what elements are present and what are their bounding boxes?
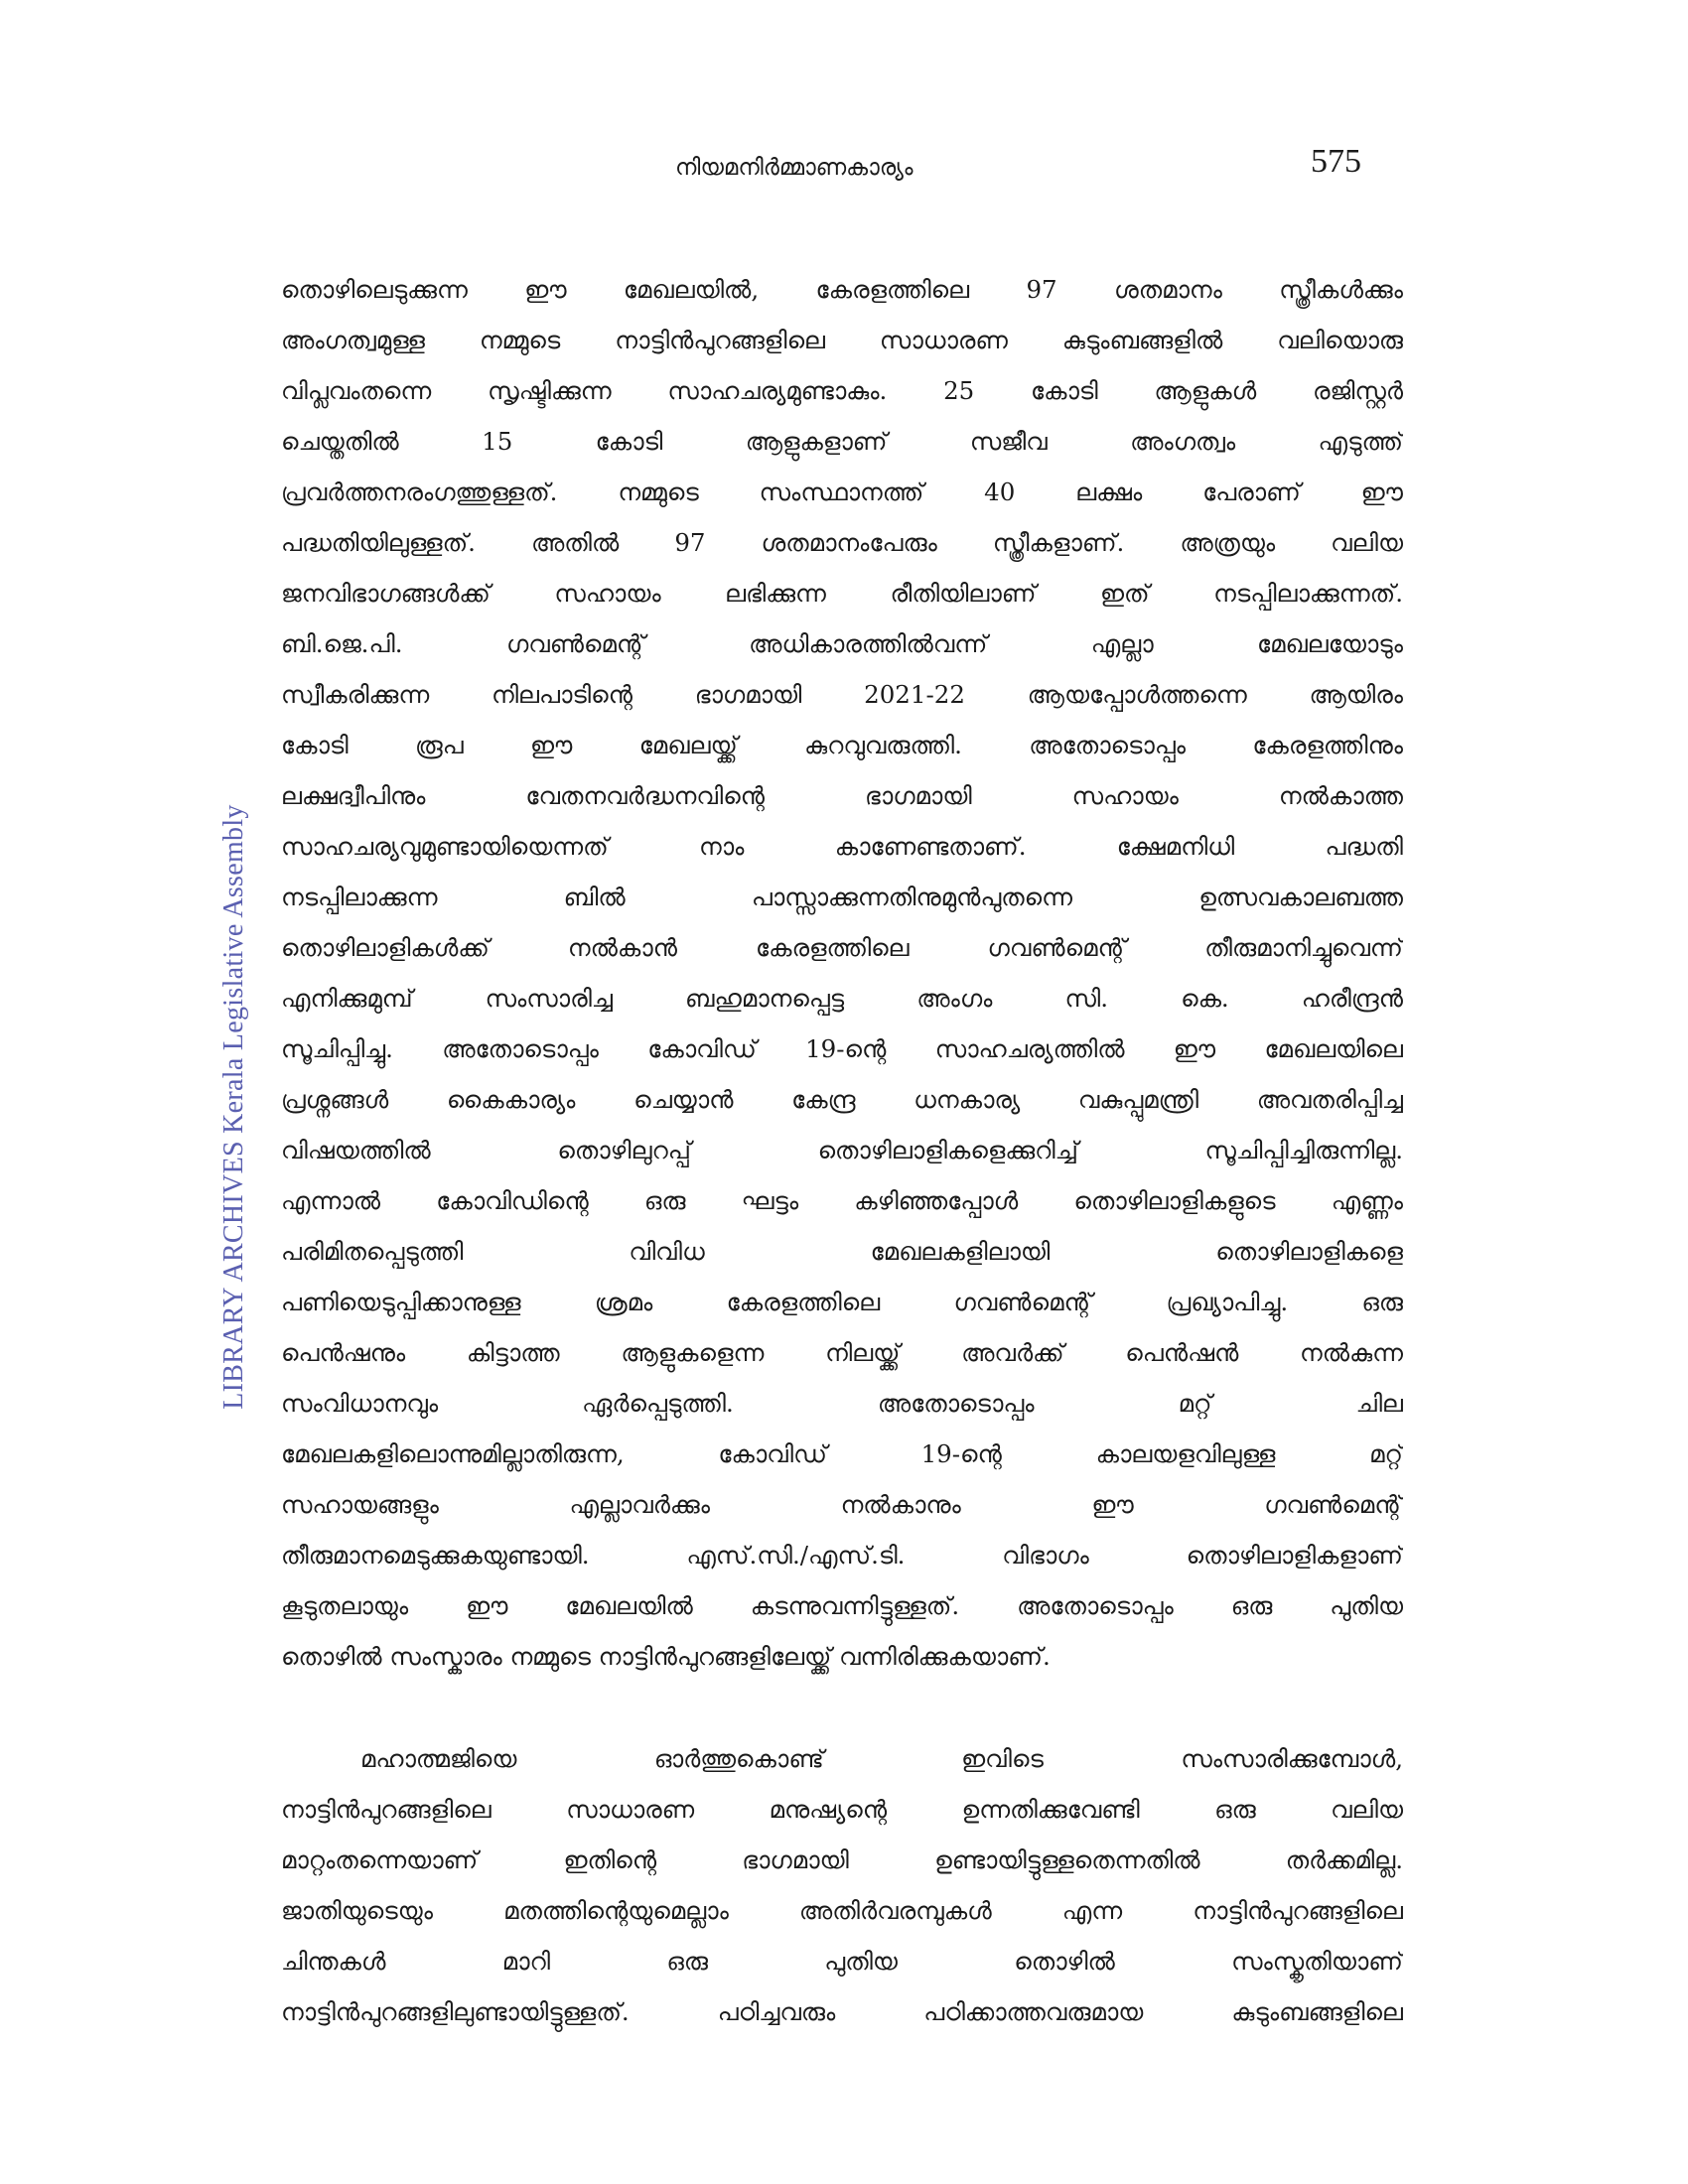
text-line: വിപ്ലവംതന്നെ സൃഷ്ടിക്കുന്ന സാഹചര്യമുണ്ടാകും. 25 കോടി ആളുകൾ രജിസ്റ്റർ bbox=[281, 376, 1403, 405]
text-line: ബി.ജെ.പി. ഗവൺമെന്റ് അധികാരത്തിൽവന്ന് എല്ലാ മേഖലയോടും bbox=[281, 629, 1403, 658]
text-line: പരിമിതപ്പെടുത്തി വിവിധ മേഖലകളിലായി തൊഴിലാളികളെ bbox=[281, 1237, 1403, 1266]
text-line: അംഗത്വമുള്ള നമ്മുടെ നാട്ടിൻപുറങ്ങളിലെ സാധാരണ കുടുംബങ്ങളിൽ വലിയൊരു bbox=[281, 326, 1403, 354]
running-header-title: നിയമനിർമ്മാണകാര്യം bbox=[675, 155, 914, 181]
text-line: ജനവിഭാഗങ്ങൾക്ക് സഹായം ലഭിക്കുന്ന രീതിയിലാണ് ഇത് നടപ്പിലാക്കുന്നത്. bbox=[281, 579, 1403, 608]
text-line: സഹായങ്ങളും എല്ലാവർക്കും നൽകാനും ഈ ഗവൺമെന്റ് bbox=[281, 1490, 1403, 1519]
text-line: ചിന്തകൾ മാറി ഒരു പുതിയ തൊഴിൽ സംസ്കൃതിയാണ് bbox=[281, 1947, 1403, 1976]
text-line: സൂചിപ്പിച്ചു. അതോടൊപ്പം കോവിഡ് 19-ന്റെ സാഹചര്യത്തിൽ ഈ മേഖലയിലെ bbox=[281, 1034, 1403, 1063]
text-line: നാട്ടിൻപുറങ്ങളിലെ സാധാരണ മനുഷ്യന്റെ ഉന്നതിക്കുവേണ്ടി ഒരു വലിയ bbox=[281, 1795, 1403, 1824]
text-line: മഹാത്മജിയെ ഓർത്തുകൊണ്ട് ഇവിടെ സംസാരിക്കുമ്പോൾ, bbox=[360, 1744, 1403, 1773]
body-text bbox=[281, 264, 1403, 2037]
text-line: എനിക്കുമുമ്പ് സംസാരിച്ച ബഹുമാനപ്പെട്ട അംഗം സി. കെ. ഹരീന്ദ്രൻ bbox=[281, 984, 1403, 1013]
text-line: തൊഴിൽ സംസ്കാരം നമ്മുടെ നാട്ടിൻപുറങ്ങളിലേയ്ക്ക് വന്നിരിക്കുകയാണ്. bbox=[281, 1642, 1051, 1671]
text-line: ലക്ഷദ്വീപിനും വേതനവർദ്ധനവിന്റെ ഭാഗമായി സഹായം നൽകാത്ത bbox=[281, 781, 1403, 810]
text-line: പെൻഷനും കിട്ടാത്ത ആളുകളെന്ന നിലയ്ക്ക് അവർക്ക് പെൻഷൻ നൽകുന്ന bbox=[281, 1338, 1403, 1367]
text-line: കൂടുതലായും ഈ മേഖലയിൽ കടന്നുവന്നിട്ടുള്ളത്. അതോടൊപ്പം ഒരു പുതിയ bbox=[281, 1591, 1403, 1620]
text-line: നടപ്പിലാക്കുന്ന ബിൽ പാസ്സാക്കുന്നതിനുമുൻപുതന്നെ ഉത്സവകാലബത്ത bbox=[281, 883, 1403, 911]
page-number: 575 bbox=[1311, 143, 1361, 180]
text-line: വിഷയത്തിൽ തൊഴിലുറപ്പ് തൊഴിലാളികളെക്കുറിച്ച് സൂചിപ്പിച്ചിരുന്നില്ല. bbox=[281, 1136, 1403, 1164]
text-line: മേഖലകളിലൊന്നുമില്ലാതിരുന്ന, കോവിഡ് 19-ന്റെ കാലയളവിലുള്ള മറ്റ് bbox=[281, 1439, 1403, 1468]
text-line: നാട്ടിൻപുറങ്ങളിലുണ്ടായിട്ടുള്ളത്. പഠിച്ചവരും പഠിക്കാത്തവരുമായ കുടുംബങ്ങളിലെ bbox=[281, 1997, 1403, 2026]
text-line: കോടി രൂപ ഈ മേഖലയ്ക്ക് കുറവുവരുത്തി. അതോടൊപ്പം കേരളത്തിനും bbox=[281, 731, 1403, 759]
text-line: പദ്ധതിയിലുള്ളത്. അതിൽ 97 ശതമാനംപേരും സ്ത്രീകളാണ്. അത്രയും വലിയ bbox=[281, 528, 1403, 557]
text-line: തൊഴിലാളികൾക്ക് നൽകാൻ കേരളത്തിലെ ഗവൺമെന്റ് തീരുമാനിച്ചുവെന്ന് bbox=[281, 933, 1403, 962]
text-line: തൊഴിലെടുക്കുന്ന ഈ മേഖലയിൽ, കേരളത്തിലെ 97 ശതമാനം സ്ത്രീകൾക്കും bbox=[281, 275, 1403, 304]
text-line: സ്വീകരിക്കുന്ന നിലപാടിന്റെ ഭാഗമായി 2021-22 ആയപ്പോൾത്തന്നെ ആയിരം bbox=[281, 680, 1403, 709]
text-line: പണിയെടുപ്പിക്കാനുള്ള ശ്രമം കേരളത്തിലെ ഗവൺമെന്റ് പ്രഖ്യാപിച്ചു. ഒരു bbox=[281, 1288, 1403, 1316]
text-line: തീരുമാനമെടുക്കുകയുണ്ടായി. എസ്.സി./എസ്.ടി. വിഭാഗം തൊഴിലാളികളാണ് bbox=[281, 1541, 1403, 1570]
text-line: സംവിധാനവും ഏർപ്പെടുത്തി. അതോടൊപ്പം മറ്റ് ചില bbox=[281, 1389, 1403, 1418]
paragraph-gap bbox=[281, 1682, 1403, 1733]
paragraph-1 bbox=[281, 264, 1403, 1682]
text-line: ചെയ്തതിൽ 15 കോടി ആളുകളാണ് സജീവ അംഗത്വം എടുത്ത് bbox=[281, 427, 1403, 456]
text-line: മാറ്റംതന്നെയാണ് ഇതിന്റെ ഭാഗമായി ഉണ്ടായിട്ടുള്ളതെന്നതിൽ തർക്കമില്ല. bbox=[281, 1845, 1403, 1874]
text-line: എന്നാൽ കോവിഡിന്റെ ഒരു ഘട്ടം കഴിഞ്ഞപ്പോൾ തൊഴിലാളികളുടെ എണ്ണം bbox=[281, 1186, 1403, 1215]
text-line: പ്രശ്നങ്ങൾ കൈകാര്യം ചെയ്യാൻ കേന്ദ്ര ധനകാര്യ വകുപ്പുമന്ത്രി അവതരിപ്പിച്ച bbox=[281, 1085, 1403, 1114]
text-line: സാഹചര്യവുമുണ്ടായിയെന്നത് നാം കാണേണ്ടതാണ്. ക്ഷേമനിധി പദ്ധതി bbox=[281, 832, 1403, 861]
text-line: ജാതിയുടെയും മതത്തിന്റെയുമെല്ലാം അതിർവരമ്പുകൾ എന്ന നാട്ടിൻപുറങ്ങളിലെ bbox=[281, 1896, 1403, 1925]
archive-watermark: LIBRARY ARCHIVES Kerala Legislative Assembly bbox=[218, 804, 249, 1410]
paragraph-2 bbox=[281, 1733, 1403, 2037]
text-line: പ്രവർത്തനരംഗത്തുള്ളത്. നമ്മുടെ സംസ്ഥാനത്ത് 40 ലക്ഷം പേരാണ് ഈ bbox=[281, 478, 1403, 506]
